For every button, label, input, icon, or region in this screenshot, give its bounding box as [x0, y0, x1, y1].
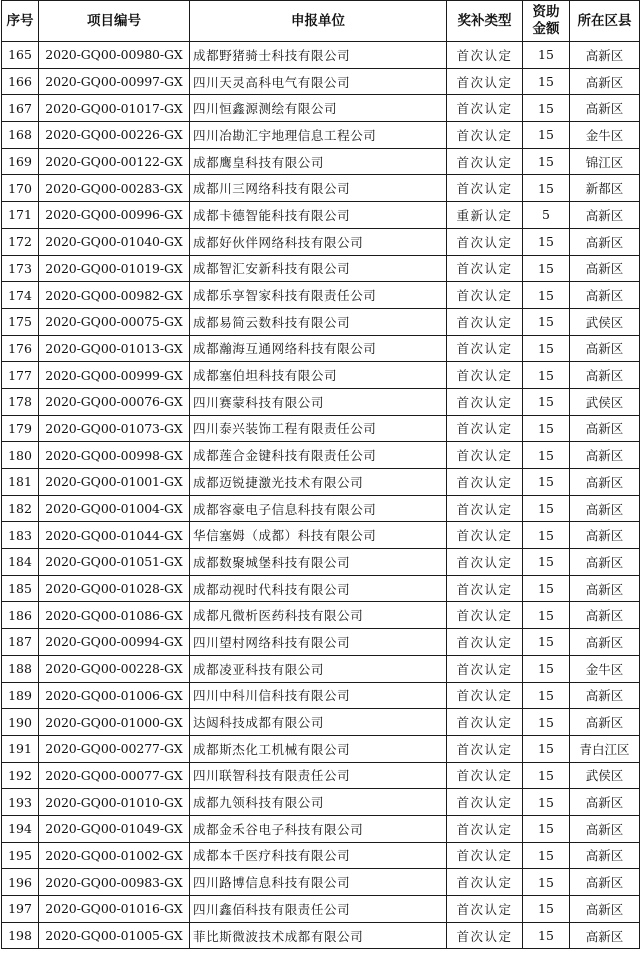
cell-type: 首次认定 — [447, 469, 523, 496]
cell-no: 171 — [2, 202, 39, 229]
cell-code: 2020-GQ00-00983-GX — [39, 869, 190, 896]
cell-no: 168 — [2, 122, 39, 149]
cell-district: 高新区 — [570, 549, 640, 576]
cell-no: 176 — [2, 335, 39, 362]
cell-unit: 成都本千医疗科技有限公司 — [190, 842, 447, 869]
table-row — [2, 762, 640, 789]
cell-no: 167 — [2, 95, 39, 122]
cell-code: 2020-GQ00-00122-GX — [39, 148, 190, 175]
cell-amount: 15 — [523, 842, 570, 869]
cell-type: 首次认定 — [447, 682, 523, 709]
cell-amount: 15 — [523, 495, 570, 522]
cell-unit: 四川中科川信科技有限公司 — [190, 682, 447, 709]
cell-amount: 15 — [523, 362, 570, 389]
cell-unit: 成都鹰皇科技有限公司 — [190, 148, 447, 175]
cell-district: 高新区 — [570, 442, 640, 469]
table-row — [2, 869, 640, 896]
cell-code: 2020-GQ00-01049-GX — [39, 815, 190, 842]
cell-district: 金牛区 — [570, 122, 640, 149]
cell-amount: 15 — [523, 709, 570, 736]
cell-amount: 15 — [523, 815, 570, 842]
cell-type: 首次认定 — [447, 655, 523, 682]
cell-code: 2020-GQ00-00228-GX — [39, 655, 190, 682]
cell-unit: 成都动视时代科技有限公司 — [190, 575, 447, 602]
cell-no: 189 — [2, 682, 39, 709]
cell-unit: 四川天灵高科电气有限公司 — [190, 68, 447, 95]
cell-no: 198 — [2, 922, 39, 949]
cell-unit: 成都凡微析医药科技有限公司 — [190, 602, 447, 629]
cell-code: 2020-GQ00-00997-GX — [39, 68, 190, 95]
header-row — [2, 1, 640, 42]
header-no: 序号 — [2, 1, 39, 42]
cell-type: 首次认定 — [447, 896, 523, 923]
cell-no: 196 — [2, 869, 39, 896]
table-row — [2, 282, 640, 309]
table-row — [2, 629, 640, 656]
cell-no: 188 — [2, 655, 39, 682]
cell-district: 新都区 — [570, 175, 640, 202]
cell-code: 2020-GQ00-00999-GX — [39, 362, 190, 389]
cell-code: 2020-GQ00-01040-GX — [39, 228, 190, 255]
cell-unit: 四川泰兴装饰工程有限责任公司 — [190, 415, 447, 442]
cell-type: 首次认定 — [447, 68, 523, 95]
cell-district: 高新区 — [570, 469, 640, 496]
cell-code: 2020-GQ00-01004-GX — [39, 495, 190, 522]
cell-code: 2020-GQ00-00980-GX — [39, 42, 190, 69]
table-row — [2, 709, 640, 736]
cell-amount: 15 — [523, 95, 570, 122]
cell-type: 首次认定 — [447, 495, 523, 522]
table-row — [2, 95, 640, 122]
header-amount-line1: 资助 — [532, 4, 560, 20]
cell-code: 2020-GQ00-01002-GX — [39, 842, 190, 869]
table-row — [2, 522, 640, 549]
cell-amount: 15 — [523, 869, 570, 896]
table-row — [2, 815, 640, 842]
table-row — [2, 308, 640, 335]
cell-amount: 15 — [523, 68, 570, 95]
table-row — [2, 495, 640, 522]
table-row — [2, 175, 640, 202]
cell-district: 高新区 — [570, 575, 640, 602]
cell-type: 首次认定 — [447, 629, 523, 656]
cell-code: 2020-GQ00-00994-GX — [39, 629, 190, 656]
cell-no: 173 — [2, 255, 39, 282]
table-row — [2, 469, 640, 496]
cell-no: 197 — [2, 896, 39, 923]
cell-no: 178 — [2, 388, 39, 415]
cell-district: 武侯区 — [570, 388, 640, 415]
cell-type: 首次认定 — [447, 789, 523, 816]
cell-unit: 四川冶勘汇宇地理信息工程公司 — [190, 122, 447, 149]
cell-unit: 成都野猪骑士科技有限公司 — [190, 42, 447, 69]
cell-type: 首次认定 — [447, 442, 523, 469]
table-header — [2, 1, 640, 42]
cell-code: 2020-GQ00-01019-GX — [39, 255, 190, 282]
cell-type: 首次认定 — [447, 388, 523, 415]
cell-type: 首次认定 — [447, 842, 523, 869]
cell-no: 195 — [2, 842, 39, 869]
cell-type: 首次认定 — [447, 762, 523, 789]
cell-no: 174 — [2, 282, 39, 309]
cell-unit: 成都乐享智家科技有限责任公司 — [190, 282, 447, 309]
cell-amount: 15 — [523, 789, 570, 816]
cell-unit: 菲比斯微波技术成都有限公司 — [190, 922, 447, 949]
table-row — [2, 922, 640, 949]
table-row — [2, 842, 640, 869]
cell-type: 首次认定 — [447, 549, 523, 576]
cell-district: 金牛区 — [570, 655, 640, 682]
cell-amount: 15 — [523, 682, 570, 709]
cell-type: 首次认定 — [447, 602, 523, 629]
header-district: 所在区县 — [570, 1, 640, 42]
cell-district: 高新区 — [570, 68, 640, 95]
table-row — [2, 655, 640, 682]
cell-code: 2020-GQ00-01086-GX — [39, 602, 190, 629]
cell-unit: 成都瀚海互通网络科技有限公司 — [190, 335, 447, 362]
cell-amount: 15 — [523, 308, 570, 335]
cell-district: 高新区 — [570, 522, 640, 549]
cell-amount: 15 — [523, 655, 570, 682]
cell-amount: 15 — [523, 549, 570, 576]
cell-type: 首次认定 — [447, 709, 523, 736]
cell-amount: 15 — [523, 175, 570, 202]
cell-code: 2020-GQ00-01006-GX — [39, 682, 190, 709]
cell-type: 首次认定 — [447, 575, 523, 602]
cell-unit: 成都凌亚科技有限公司 — [190, 655, 447, 682]
table-row — [2, 442, 640, 469]
cell-no: 185 — [2, 575, 39, 602]
cell-unit: 成都易简云数科技有限公司 — [190, 308, 447, 335]
cell-no: 172 — [2, 228, 39, 255]
cell-type: 首次认定 — [447, 148, 523, 175]
cell-type: 首次认定 — [447, 922, 523, 949]
cell-unit: 成都斯杰化工机械有限公司 — [190, 735, 447, 762]
cell-district: 高新区 — [570, 42, 640, 69]
cell-no: 190 — [2, 709, 39, 736]
cell-type: 首次认定 — [447, 42, 523, 69]
cell-code: 2020-GQ00-00075-GX — [39, 308, 190, 335]
cell-type: 首次认定 — [447, 95, 523, 122]
cell-type: 首次认定 — [447, 175, 523, 202]
cell-unit: 成都九领科技有限公司 — [190, 789, 447, 816]
subsidy-table — [1, 0, 640, 949]
cell-district: 锦江区 — [570, 148, 640, 175]
table-row — [2, 896, 640, 923]
cell-type: 首次认定 — [447, 362, 523, 389]
cell-no: 175 — [2, 308, 39, 335]
cell-no: 192 — [2, 762, 39, 789]
cell-no: 177 — [2, 362, 39, 389]
cell-no: 183 — [2, 522, 39, 549]
cell-code: 2020-GQ00-01028-GX — [39, 575, 190, 602]
cell-amount: 15 — [523, 575, 570, 602]
cell-type: 首次认定 — [447, 122, 523, 149]
cell-no: 179 — [2, 415, 39, 442]
cell-amount: 15 — [523, 762, 570, 789]
table-row — [2, 68, 640, 95]
cell-district: 高新区 — [570, 922, 640, 949]
cell-district: 高新区 — [570, 255, 640, 282]
cell-type: 首次认定 — [447, 228, 523, 255]
table-row — [2, 549, 640, 576]
cell-amount: 15 — [523, 42, 570, 69]
cell-unit: 四川恒鑫源测绘有限公司 — [190, 95, 447, 122]
cell-code: 2020-GQ00-01001-GX — [39, 469, 190, 496]
cell-type: 首次认定 — [447, 815, 523, 842]
cell-code: 2020-GQ00-01005-GX — [39, 922, 190, 949]
cell-amount: 15 — [523, 602, 570, 629]
cell-district: 高新区 — [570, 335, 640, 362]
table-row — [2, 148, 640, 175]
cell-unit: 四川路博信息科技有限公司 — [190, 869, 447, 896]
table-row — [2, 255, 640, 282]
cell-code: 2020-GQ00-01073-GX — [39, 415, 190, 442]
cell-district: 高新区 — [570, 869, 640, 896]
cell-no: 186 — [2, 602, 39, 629]
cell-type: 首次认定 — [447, 335, 523, 362]
cell-code: 2020-GQ00-00076-GX — [39, 388, 190, 415]
cell-amount: 15 — [523, 896, 570, 923]
table-row — [2, 388, 640, 415]
cell-unit: 成都智汇安新科技有限公司 — [190, 255, 447, 282]
cell-district: 高新区 — [570, 629, 640, 656]
cell-no: 184 — [2, 549, 39, 576]
table-body — [2, 42, 640, 949]
cell-district: 高新区 — [570, 815, 640, 842]
cell-unit: 华信塞姆（成都）科技有限公司 — [190, 522, 447, 549]
cell-district: 高新区 — [570, 709, 640, 736]
cell-amount: 15 — [523, 122, 570, 149]
cell-code: 2020-GQ00-01044-GX — [39, 522, 190, 549]
table-row — [2, 202, 640, 229]
cell-no: 194 — [2, 815, 39, 842]
cell-district: 高新区 — [570, 789, 640, 816]
cell-unit: 四川鑫佰科技有限责任公司 — [190, 896, 447, 923]
header-unit: 申报单位 — [190, 1, 447, 42]
cell-amount: 15 — [523, 469, 570, 496]
cell-code: 2020-GQ00-01013-GX — [39, 335, 190, 362]
cell-unit: 成都川三网络科技有限公司 — [190, 175, 447, 202]
header-code: 项目编号 — [39, 1, 190, 42]
cell-code: 2020-GQ00-00077-GX — [39, 762, 190, 789]
cell-amount: 15 — [523, 148, 570, 175]
cell-district: 高新区 — [570, 682, 640, 709]
cell-district: 高新区 — [570, 602, 640, 629]
cell-unit: 成都塞伯坦科技有限公司 — [190, 362, 447, 389]
cell-no: 193 — [2, 789, 39, 816]
cell-code: 2020-GQ00-01000-GX — [39, 709, 190, 736]
cell-amount: 15 — [523, 335, 570, 362]
cell-district: 高新区 — [570, 95, 640, 122]
cell-unit: 成都金禾谷电子科技有限公司 — [190, 815, 447, 842]
cell-code: 2020-GQ00-01010-GX — [39, 789, 190, 816]
cell-district: 青白江区 — [570, 735, 640, 762]
cell-district: 高新区 — [570, 415, 640, 442]
cell-amount: 5 — [523, 202, 570, 229]
cell-unit: 成都迈锐捷激光技术有限公司 — [190, 469, 447, 496]
header-amount — [523, 1, 570, 42]
cell-code: 2020-GQ00-00277-GX — [39, 735, 190, 762]
cell-unit: 达闼科技成都有限公司 — [190, 709, 447, 736]
table-row — [2, 228, 640, 255]
table-row — [2, 735, 640, 762]
cell-amount: 15 — [523, 255, 570, 282]
cell-type: 首次认定 — [447, 522, 523, 549]
cell-no: 191 — [2, 735, 39, 762]
cell-unit: 成都容豪电子信息科技有限公司 — [190, 495, 447, 522]
cell-unit: 四川望村网络科技有限公司 — [190, 629, 447, 656]
header-type: 奖补类型 — [447, 1, 523, 42]
table-row — [2, 415, 640, 442]
cell-amount: 15 — [523, 522, 570, 549]
cell-no: 180 — [2, 442, 39, 469]
table-row — [2, 362, 640, 389]
cell-unit: 成都卡德智能科技有限公司 — [190, 202, 447, 229]
cell-amount: 15 — [523, 282, 570, 309]
cell-district: 高新区 — [570, 842, 640, 869]
cell-amount: 15 — [523, 228, 570, 255]
cell-amount: 15 — [523, 415, 570, 442]
cell-type: 首次认定 — [447, 869, 523, 896]
cell-no: 187 — [2, 629, 39, 656]
table-row — [2, 602, 640, 629]
cell-code: 2020-GQ00-00998-GX — [39, 442, 190, 469]
cell-district: 高新区 — [570, 362, 640, 389]
table-row — [2, 42, 640, 69]
table-row — [2, 575, 640, 602]
cell-unit: 成都好伙伴网络科技有限公司 — [190, 228, 447, 255]
cell-amount: 15 — [523, 629, 570, 656]
cell-type: 首次认定 — [447, 255, 523, 282]
cell-amount: 15 — [523, 922, 570, 949]
table-row — [2, 335, 640, 362]
table-row — [2, 682, 640, 709]
cell-no: 181 — [2, 469, 39, 496]
cell-amount: 15 — [523, 442, 570, 469]
cell-unit: 四川赛蒙科技有限公司 — [190, 388, 447, 415]
cell-code: 2020-GQ00-00982-GX — [39, 282, 190, 309]
cell-code: 2020-GQ00-01051-GX — [39, 549, 190, 576]
cell-amount: 15 — [523, 388, 570, 415]
cell-code: 2020-GQ00-00226-GX — [39, 122, 190, 149]
table-row — [2, 122, 640, 149]
cell-type: 首次认定 — [447, 735, 523, 762]
cell-amount: 15 — [523, 735, 570, 762]
cell-district: 高新区 — [570, 495, 640, 522]
cell-type: 首次认定 — [447, 282, 523, 309]
cell-no: 165 — [2, 42, 39, 69]
cell-unit: 成都数聚城堡科技有限公司 — [190, 549, 447, 576]
cell-code: 2020-GQ00-00996-GX — [39, 202, 190, 229]
cell-type: 首次认定 — [447, 308, 523, 335]
cell-type: 重新认定 — [447, 202, 523, 229]
cell-type: 首次认定 — [447, 415, 523, 442]
cell-code: 2020-GQ00-01017-GX — [39, 95, 190, 122]
cell-no: 170 — [2, 175, 39, 202]
cell-district: 高新区 — [570, 896, 640, 923]
cell-code: 2020-GQ00-00283-GX — [39, 175, 190, 202]
cell-district: 高新区 — [570, 282, 640, 309]
table-row — [2, 789, 640, 816]
cell-no: 166 — [2, 68, 39, 95]
cell-unit: 四川联智科技有限责任公司 — [190, 762, 447, 789]
header-amount-line2: 金额 — [532, 21, 560, 37]
cell-no: 182 — [2, 495, 39, 522]
cell-district: 高新区 — [570, 202, 640, 229]
cell-code: 2020-GQ00-01016-GX — [39, 896, 190, 923]
cell-district: 高新区 — [570, 228, 640, 255]
cell-no: 169 — [2, 148, 39, 175]
cell-district: 武侯区 — [570, 762, 640, 789]
cell-unit: 成都莲合金键科技有限责任公司 — [190, 442, 447, 469]
cell-district: 武侯区 — [570, 308, 640, 335]
